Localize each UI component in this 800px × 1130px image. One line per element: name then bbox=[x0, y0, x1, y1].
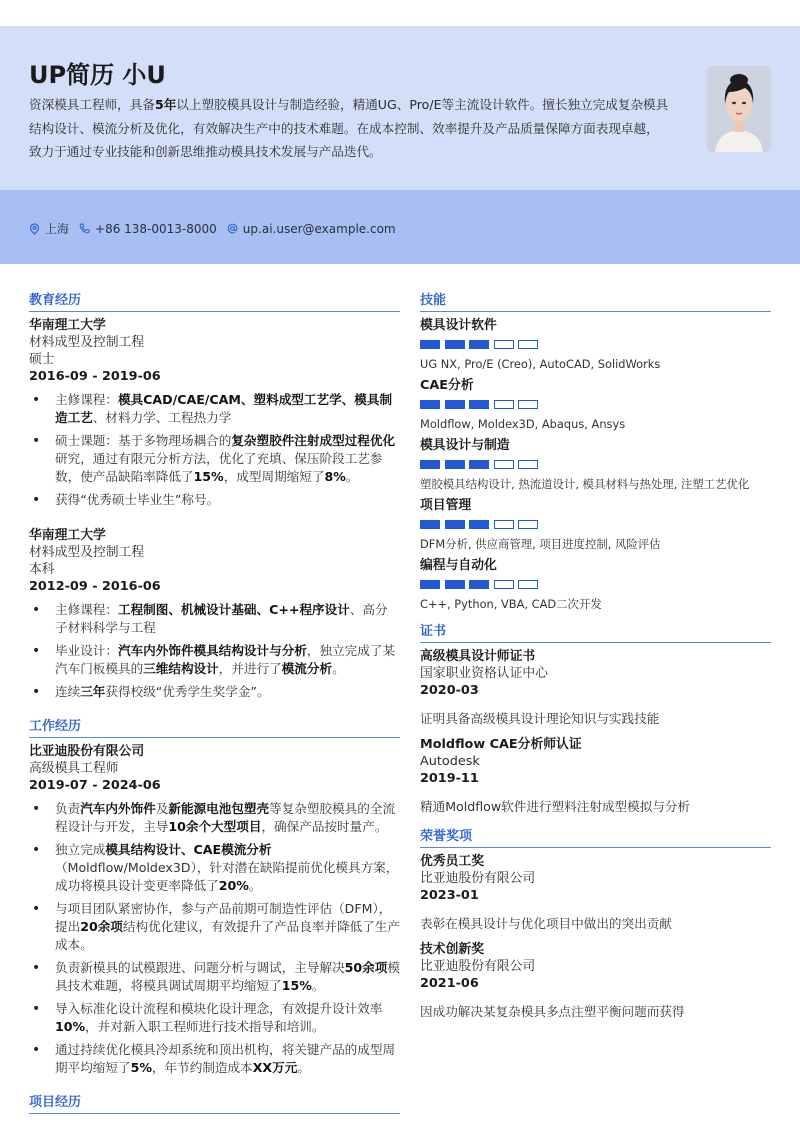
section-title-certificates: 证书 bbox=[420, 623, 771, 643]
skill-level-bar bbox=[420, 400, 771, 409]
skill-desc: Moldflow, Moldex3D, Abaqus, Ansys bbox=[420, 417, 626, 431]
major: 材料成型及控制工程 bbox=[29, 335, 145, 350]
school-name: 华南理工大学 bbox=[29, 318, 106, 333]
certificate-desc: 证明具备高级模具设计理论知识与实践技能 bbox=[420, 711, 660, 726]
bullet-list bbox=[29, 391, 400, 509]
work-entry bbox=[29, 743, 400, 1077]
candidate-name: UP简历 小U bbox=[29, 61, 166, 89]
email-at-icon bbox=[227, 223, 238, 234]
section-title-education: 教育经历 bbox=[29, 292, 400, 312]
bullet-item: • 主修课程：工程制图、机械设计基础、C++程序设计、高分子材料科学与工程 bbox=[29, 601, 400, 637]
contact-phone[interactable] bbox=[79, 222, 217, 236]
skill-item bbox=[420, 437, 771, 492]
award-issuer: 比亚迪股份有限公司 bbox=[420, 959, 536, 974]
skill-level-bar bbox=[420, 340, 771, 349]
major: 材料成型及控制工程 bbox=[29, 545, 145, 560]
summary-highlight: 5年 bbox=[154, 97, 177, 112]
degree: 本科 bbox=[29, 562, 55, 577]
certificate-date: 2020-03 bbox=[420, 683, 479, 698]
education-entry bbox=[29, 527, 400, 701]
date-range: 2012-09 - 2016-06 bbox=[29, 579, 161, 594]
award-name: 技术创新奖 bbox=[420, 942, 484, 957]
award-desc: 因成功解决某复杂模具多点注塑平衡问题而获得 bbox=[420, 1004, 685, 1019]
bullet-item: • 负责新模具的试模跟进、问题分析与调试，主导解决50余项模具技术难题，将模具调试周期平均缩短了15%。 bbox=[29, 959, 400, 995]
skill-name: 模具设计软件 bbox=[420, 318, 497, 333]
award-date: 2023-01 bbox=[420, 888, 479, 903]
bullet-item: • 导入标准化设计流程和模块化设计理念，有效提升设计效率10%，并对新入职工程师进行技术指导和培训。 bbox=[29, 1000, 400, 1036]
bullet-item: • 通过持续优化模具冷却系统和顶出机构，将关键产品的成型周期平均缩短了5%，年节约制造成本XX万元。 bbox=[29, 1041, 400, 1077]
award-name: 优秀员工奖 bbox=[420, 854, 484, 869]
skill-name: 项目管理 bbox=[420, 498, 472, 513]
skill-item bbox=[420, 377, 771, 432]
bullet-item: • 独立完成模具结构设计、CAE模流分析（Moldflow/Moldex3D），针对潜在缺陷提前优化模具方案，成功将模具设计变更率降低了20%。 bbox=[29, 841, 400, 895]
certificate-desc: 精通Moldflow软件进行塑料注射成型模拟与分析 bbox=[420, 799, 691, 814]
education-entry bbox=[29, 317, 400, 509]
certificate-date: 2019-11 bbox=[420, 771, 479, 786]
profile-photo bbox=[707, 66, 771, 152]
date-range: 2016-09 - 2019-06 bbox=[29, 369, 161, 384]
section-title-work: 工作经历 bbox=[29, 718, 400, 738]
section-title-skills: 技能 bbox=[420, 292, 771, 312]
bullet-item: • 毕业设计：汽车内外饰件模具结构设计与分析，独立完成了某汽车门板模具的三维结构设计，并进行了模流分析。 bbox=[29, 642, 400, 678]
company-name: 比亚迪股份有限公司 bbox=[29, 744, 145, 759]
section-title-projects: 项目经历 bbox=[29, 1094, 400, 1114]
bullet-item: • 连续三年获得校级“优秀学生奖学金”。 bbox=[29, 683, 400, 701]
skill-desc: C++, Python, VBA, CAD二次开发 bbox=[420, 597, 602, 611]
school-name: 华南理工大学 bbox=[29, 528, 106, 543]
summary-text: 资深模具工程师，具备 bbox=[29, 97, 155, 112]
certificate-entry bbox=[420, 736, 771, 815]
bullet-item: • 与项目团队紧密协作，参与产品前期可制造性评估（DFM），提出20余项结构优化建议，有效提升了产品良率并降低了生产成本。 bbox=[29, 900, 400, 954]
skill-level-bar bbox=[420, 580, 771, 589]
skill-desc: UG NX, Pro/E (Creo), AutoCAD, SolidWorks bbox=[420, 357, 661, 371]
date-range: 2019-07 - 2024-06 bbox=[29, 778, 161, 793]
certificate-entry bbox=[420, 648, 771, 727]
degree: 硕士 bbox=[29, 352, 55, 367]
location-pin-icon bbox=[29, 223, 40, 235]
certificate-issuer: 国家职业资格认证中心 bbox=[420, 666, 548, 681]
certificate-name: Moldflow CAE分析师认证 bbox=[420, 737, 582, 752]
section-title-awards: 荣誉奖项 bbox=[420, 828, 771, 848]
award-issuer: 比亚迪股份有限公司 bbox=[420, 871, 536, 886]
contact-info bbox=[29, 220, 406, 237]
contact-email[interactable] bbox=[227, 222, 396, 236]
skill-desc: DFM分析, 供应商管理, 项目进度控制, 风险评估 bbox=[420, 537, 661, 551]
skill-item bbox=[420, 497, 771, 552]
job-title: 高级模具工程师 bbox=[29, 761, 119, 776]
skill-name: CAE分析 bbox=[420, 378, 474, 393]
certificate-name: 高级模具设计师证书 bbox=[420, 649, 536, 664]
left-column bbox=[29, 292, 400, 1119]
skill-level-bar bbox=[420, 520, 771, 529]
skill-level-bar bbox=[420, 460, 771, 469]
email-text: up.ai.user@example.com bbox=[242, 221, 396, 236]
award-entry bbox=[420, 853, 771, 932]
award-desc: 表彰在模具设计与优化项目中做出的突出贡献 bbox=[420, 916, 672, 931]
skill-desc: 塑胶模具结构设计, 热流道设计, 模具材料与热处理, 注塑工艺优化 bbox=[420, 477, 750, 491]
summary bbox=[29, 93, 669, 164]
award-entry bbox=[420, 941, 771, 1020]
award-date: 2021-06 bbox=[420, 976, 479, 991]
phone-icon bbox=[79, 223, 90, 234]
skill-item bbox=[420, 317, 771, 372]
skill-item bbox=[420, 557, 771, 612]
contact-location bbox=[29, 220, 69, 237]
phone-text: +86 138-0013-8000 bbox=[95, 221, 217, 236]
skill-name: 模具设计与制造 bbox=[420, 438, 510, 453]
bullet-list bbox=[29, 800, 400, 1077]
location-text: 上海 bbox=[45, 222, 70, 236]
right-column bbox=[420, 292, 771, 1029]
bullet-item: • 获得“优秀硕士毕业生”称号。 bbox=[29, 491, 400, 509]
skill-name: 编程与自动化 bbox=[420, 558, 497, 573]
bullet-item: • 负责汽车内外饰件及新能源电池包塑壳等复杂塑胶模具的全流程设计与开发，主导10余个大型项目，确保产品按时量产。 bbox=[29, 800, 400, 836]
bullet-list bbox=[29, 601, 400, 701]
summary-text: 以上塑胶模具设计与制造经验，精通UG、Pro/E等主流设计软件。擅长独立完成复杂模具结构设计、模流分析及优化，有效解决生产中的技术难题。在成本控制、效率提升及产品质量保障方面表现卓越，致力于通过专业技能和创新思维推动模具技术发展与产品迭代。 bbox=[29, 97, 669, 159]
bullet-item: • 硕士课题：基于多物理场耦合的复杂塑胶件注射成型过程优化研究，通过有限元分析方法，优化了充填、保压阶段工艺参数，使产品缺陷率降低了15%，成型周期缩短了8%。 bbox=[29, 432, 400, 486]
bullet-item: • 主修课程：模具CAD/CAE/CAM、塑料成型工艺学、模具制造工艺、材料力学、工程热力学 bbox=[29, 391, 400, 427]
certificate-issuer: Autodesk bbox=[420, 754, 480, 769]
